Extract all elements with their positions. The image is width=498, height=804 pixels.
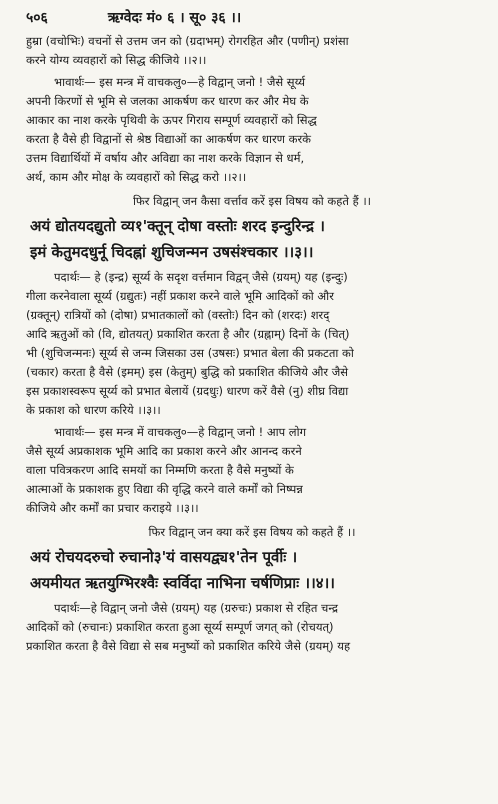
text-line: अपनी किरणों से भूमि से जलका आकर्षण कर धारण कर और मेघ के — [26, 94, 309, 108]
text-line: गीला करनेवाला सूर्य्य (ग्रद्युतः) नहीं प्रकाश करने वाले भूमि आदिकों को और — [26, 289, 334, 303]
section-heading-3: फिर विद्वान् जन कैसा वर्त्ताव करें इस विषय को कहते हैं ।। — [132, 194, 372, 208]
intro-paragraph — [26, 32, 478, 70]
mantra-3 — [26, 213, 478, 265]
section-heading-4: फिर विद्वान् जन क्या करें इस विषय को कहते हैं ।। — [148, 525, 356, 539]
running-title: ऋग्वेदः मं० ६ । सू० ३६ ।। — [107, 10, 242, 26]
text-line: आदि ऋतुओं को (वि, द्योतयत्) प्रकाशित करता है और (ग्रह्नाम्) दिनों के (चित्) — [26, 327, 350, 341]
text-line: अर्थ, काम और मोक्ष के व्यवहारों को सिद्ध करो ।।२।। — [26, 170, 247, 184]
text-line: पदार्थः—हे विद्वान् जनो जैसे (ग्रयम्) यह (ग्ररुचः) प्रकाश से रहित चन्द्र — [54, 601, 338, 615]
text-line: (चकार) करता है वैसे (इमम्) इस (केतुम्) बुद्धि को प्रकाशित कीजिये और जैसे — [26, 365, 349, 379]
text-line: इस प्रकाशस्वरूप सूर्य्य को प्रभात बेलायें (ग्रदधुः) धारण करें वैसे (नु) शीघ्र विद्या — [26, 384, 349, 398]
text-line: के प्रकाश को धारण करिये ।।३।। — [26, 403, 161, 417]
text-line: प्रकाशित करता है वैसे विद्या से सब मनुष्यों को प्रकाशित करिये जैसे (ग्रयम्) यह — [26, 639, 351, 653]
bhavarth-3 — [26, 423, 478, 518]
text-line: करता है वैसे ही विद्वानों से श्रेष्ठ विद्याओं का आकर्षण कर धारण करके — [26, 132, 311, 146]
padarth-4 — [26, 599, 478, 656]
padarth-3 — [26, 268, 478, 420]
mantra-line: इमं केतुमदधुर्नू चिदह्नां शुचिजन्मन उषसंश्चकार ।।३।। — [30, 243, 314, 261]
page-header — [26, 8, 478, 32]
text-line: कीजिये और कर्मों का प्रचार कराइये ।।३।। — [26, 501, 199, 515]
bhavarth-2 — [26, 73, 478, 187]
mantra-line: अयं रोचयदरुचो रुचानो३'यं वासयद्व्य१'तेन पूर्वीः । — [30, 548, 298, 566]
text-line: जैसे सूर्य्य अप्रकाशक भूमि आदि का प्रकाश करने और आनन्द करने — [26, 444, 302, 458]
text-line: आकार का नाश करके पृथिवी के ऊपर गिराय सम्पूर्ण व्यवहारों को सिद्ध — [26, 113, 317, 127]
mantra-4 — [26, 544, 478, 596]
page-number: ५०६ — [26, 10, 48, 26]
mantra-line: अयमीयत ऋतयुग्भिरश्वैः स्वर्विदा नाभिना चर्षणिप्राः ।।४।। — [30, 574, 335, 592]
text-line: भावार्थः— इस मन्त्र में वाचकलु०—हे विद्वान् जनो ! आप लोग — [54, 425, 307, 439]
text-line: वाला पवित्रकरण आदि समयों का निम्मणि करता है वैसे मनुष्यों के — [26, 463, 294, 477]
text-line: उत्तम विद्यार्थियों में वर्षाय और अविद्या का नाश करके विज्ञान से धर्म, — [26, 151, 305, 165]
text-line: भावार्थः— इस मन्त्र में वाचकलु०—हे विद्वान् जनो ! जैसे सूर्य्य — [54, 75, 306, 89]
text-line: करने योग्य व्यवहारों को सिद्ध कीजिये ।।२।। — [26, 53, 207, 67]
text-line: पदार्थः— हे (इन्द्र) सूर्य्य के सदृश वर्त्तमान विद्वन् जैसे (ग्रयम्) यह (इन्दुः) — [54, 270, 348, 284]
text-line: (ग्रक्तून्) रात्रियों को (दोषा) प्रभातकालों को (वस्तोः) दिन को (शरदः) शरद् — [26, 308, 330, 322]
text-line: आदिकों को (रुचानः) प्रकाशित करता हुआ सूर्य्य सम्पूर्ण जगत् को (रोचयत्) — [26, 620, 334, 634]
text-line: आत्माओं के प्रकाशक हुए विद्या की वृद्धि करने वाले कर्मों को निष्पन्न — [26, 482, 303, 496]
mantra-line: अयं द्योतयदद्युतो व्य१'क्तून् दोषा वस्तोः शरद इन्दुरिन्द्र । — [30, 217, 325, 235]
text-line: भी (शुचिजन्मनः) सूर्य्य से जन्म जिसका उस (उषसः) प्रभात बेला की प्रकटता को — [26, 346, 354, 360]
text-line: हुम्रा (वचोभिः) वचनों से उत्तम जन को (ग्रदाभम्) रोगरहित और (पणीन्) प्रशंसा — [26, 34, 349, 48]
